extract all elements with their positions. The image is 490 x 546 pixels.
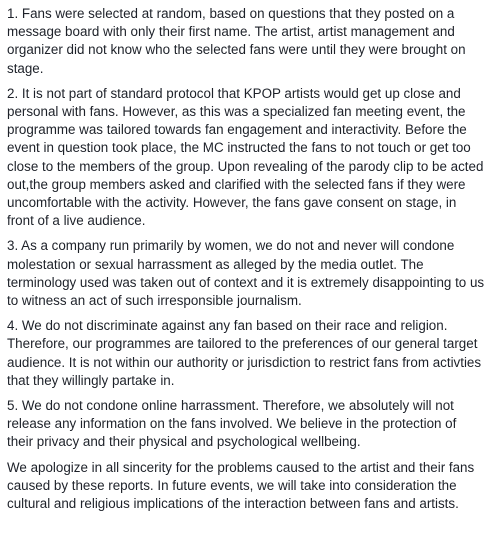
statement-text (7, 5, 485, 520)
paragraph-3: 3. As a company run primarily by women, we do not and never will condone molestation or sexual harrassment as alleged by the media outlet. The terminology used was taken out of context and it is extremely disappointing to us to witness an act of such irresponsible journalism. (7, 238, 485, 309)
apology-paragraph: We apologize in all sincerity for the problems caused to the artist and their fans caused by these reports. In future events, we will take into consideration the cultural and religious implications of the interaction between fans and artists. (7, 459, 475, 512)
paragraph-4: 4. We do not discriminate against any fan based on their race and religion. Therefore, our programmes are tailored to the preferences of our general target audience. It is not within our authority or jurisdiction to restrict fans from activties that they willingly partake in. (7, 318, 482, 388)
paragraph-1: 1. Fans were selected at random, based on questions that they posted on a message board with only their first name. The artist, artist management and organizer did not know who the selected fans were until they were brought on stage. (7, 6, 466, 76)
paragraph-2: 2. It is not part of standard protocol that KPOP artists would get up close and personal with fans. However, as this was a specialized fan meeting event, the programme was tailored towards fan engagement and interactivity. Before the event in question took place, the MC instructed the fans to not touch or get too close to the members of the group. Upon revealing of the parody clip to be acted out,the group members asked and clarified with the selected fans if they were uncomfortable with the activity. However, the fans gave consent on stage, in front of a live audience. (7, 85, 484, 229)
paragraph-5: 5. We do not condone online harrassment. Therefore, we absolutely will not release any information on the fans involved. We believe in the protection of their privacy and their physical and psychological wellbeing. (7, 398, 457, 450)
